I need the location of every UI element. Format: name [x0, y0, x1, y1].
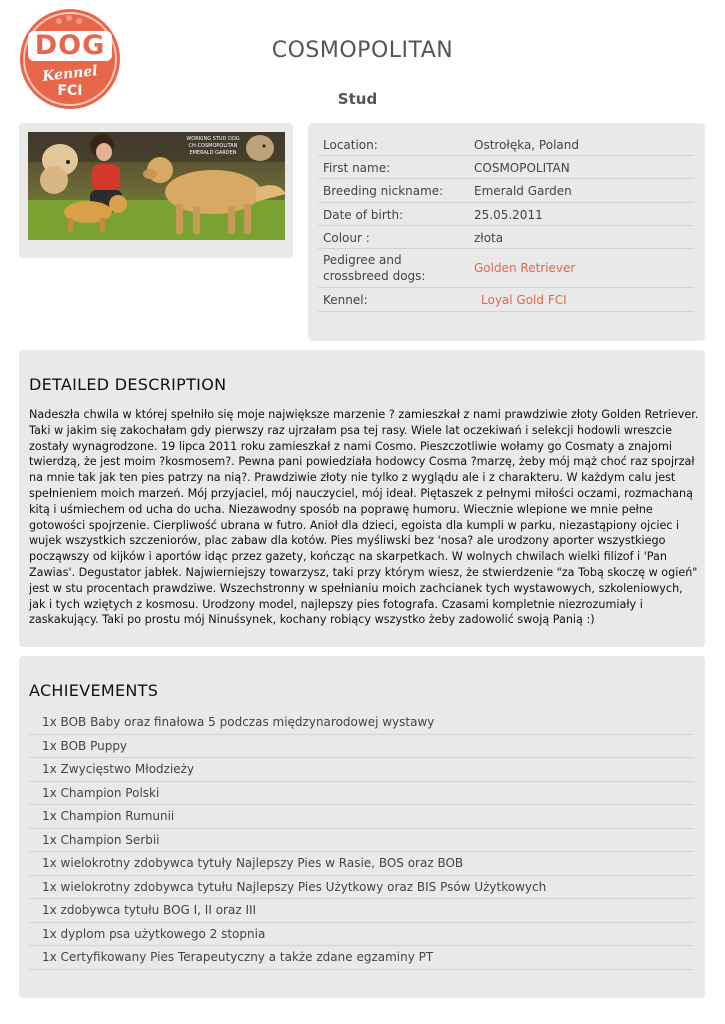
info-label: Colour : — [323, 231, 370, 245]
info-value: COSMOPOLITAN — [474, 161, 570, 175]
dog-photo[interactable] — [28, 132, 285, 240]
achievement-item: 1x Certyfikowany Pies Terapeutyczny a także zdane egzaminy PT — [29, 946, 694, 970]
breed-link[interactable]: Golden Retriever — [474, 261, 576, 275]
info-value: 25.05.2011 — [474, 208, 543, 222]
info-label: Breeding nickname: — [323, 184, 444, 198]
info-label: First name: — [323, 161, 391, 175]
dog-photo-image — [28, 132, 285, 240]
info-label: Date of birth: — [323, 208, 404, 222]
achievement-item: 1x BOB Puppy — [29, 735, 694, 759]
achievement-item: 1x Champion Serbii — [29, 829, 694, 853]
info-row-breeding-nickname — [318, 179, 694, 203]
kennel-link[interactable]: Loyal Gold FCI — [481, 293, 567, 307]
info-row-first-name — [318, 156, 694, 179]
page-title — [0, 38, 725, 63]
achievement-item: 1x dyplom psa użytkowego 2 stopnia — [29, 923, 694, 947]
paw-icon — [66, 15, 72, 21]
achievement-item: 1x wielokrotny zdobywca tytułu Najlepszy Pies Użytkowy oraz BIS Psów Użytkowych — [29, 876, 694, 900]
achievements-title: ACHIEVEMENTS — [29, 681, 159, 700]
achievements-card — [19, 656, 705, 998]
info-row-kennel — [318, 288, 694, 312]
info-label: Pedigree and crossbreed dogs: — [323, 253, 426, 283]
paw-icon — [76, 18, 82, 24]
info-row-location — [318, 133, 694, 156]
logo-kennel-text: Kennel — [41, 63, 99, 85]
photo-card — [19, 123, 293, 258]
description-title: DETAILED DESCRIPTION — [29, 375, 227, 394]
description-text: Nadeszła chwila w której spełniło się moje największe marzenie ? zamieszkał z nami prawdziwie złoty Golden Retriever. Taki w jakim się zakochałam gdy pierwszy raz ujrzałam psa tej rasy. Wiele lat oczekiwań i selekcji hodowli wreszcie zostały wynagrodzone. 19 lipca 2011 roku zamieszkał z nami Cosmo. Pieszczotliwie wołamy go Cosmaty a znajomi twierdzą, że jest moim ?kosmosem?. Pewna pani powiedziała hodowcy Cosma ?marzę, żeby mój mąż choć raz spojrzał na mnie tak jak ten pies patrzy na nią?. Prawdziwie złoty nie tylko z wyglądu ale i z charakteru. W każdym calu jest spełnieniem moich marzeń. Mój przyjaciel, mój nauczyciel, mój ideał. Piętaszek z pełnymi miłości oczami, rozmachaną kitą i uśmiechem od ucha do ucha. Niezawodny sposób na poprawę humoru. Wiecznie wlepione we mnie pełne gotowości spojrzenie. Cierpliwość ubrana w futro. Anioł dla dzieci, egoista dla kumpli w parku, niezastąpiony ojciec i wujek wszystkich szczeniorów, plac zabaw dla kotów. Pies myśliwski bez 'nosa? ale urodzony aporter wszystkiego począwszy od kijków i aportów idąc przez gazety, kończąc na skarpetkach. W wolnych chwilach wielki filizof i 'Pan Zawias'. Degustator jabłek. Najwierniejszy towarzysz, taki przy którym wiesz, że stwierdzenie "za Tobą skoczę w ogień" jest w stu procentach prawdziwe. Wszechstronny w spełnianiu moich zachcianek tych wystawowych, szkoleniowych, jak i tych wziętych z kosmosu. Urodzony model, najlepszy pies fotografa. Czasami kompletnie niezrozumiały i zaskakujący. Taki po prostu mój Ninuśsynek, kochany robiący wszystko żeby zadowolić swoją Panią :) — [29, 408, 699, 627]
photo-caption-line: WORKING STUD DOG — [186, 136, 240, 142]
info-row-date-of-birth — [318, 203, 694, 226]
achievement-item: 1x Champion Rumunii — [29, 805, 694, 829]
photo-caption-line: EMERALD GARDEN — [189, 150, 237, 156]
info-row-pedigree — [318, 249, 694, 288]
photo-caption-line: CH-COSMOPOLITAN — [188, 143, 238, 149]
achievement-item: 1x wielokrotny zdobywca tytuły Najlepszy Pies w Rasie, BOS oraz BOB — [29, 852, 694, 876]
description-card — [19, 350, 705, 647]
achievement-item: 1x BOB Baby oraz finałowa 5 podczas międzynarodowej wystawy — [29, 711, 694, 735]
logo-dog-text: DOG — [28, 31, 112, 61]
logo-fci-text: FCI — [57, 83, 83, 99]
achievement-item: 1x Zwycięstwo Młodzieży — [29, 758, 694, 782]
info-value: złota — [474, 231, 504, 245]
page-title-text: COSMOPOLITAN — [271, 38, 454, 63]
info-label: Location: — [323, 138, 378, 152]
achievements-list — [29, 711, 694, 970]
info-row-colour — [318, 226, 694, 249]
achievement-item: 1x Champion Polski — [29, 782, 694, 806]
page-subtitle: Stud — [337, 90, 378, 108]
info-card — [308, 123, 705, 341]
info-value: Emerald Garden — [474, 184, 572, 198]
info-label: Kennel: — [323, 293, 368, 307]
info-value: Ostrołęka, Poland — [474, 138, 579, 152]
paw-icon — [56, 18, 62, 24]
achievement-item: 1x zdobywca tytułu BOG I, II oraz III — [29, 899, 694, 923]
